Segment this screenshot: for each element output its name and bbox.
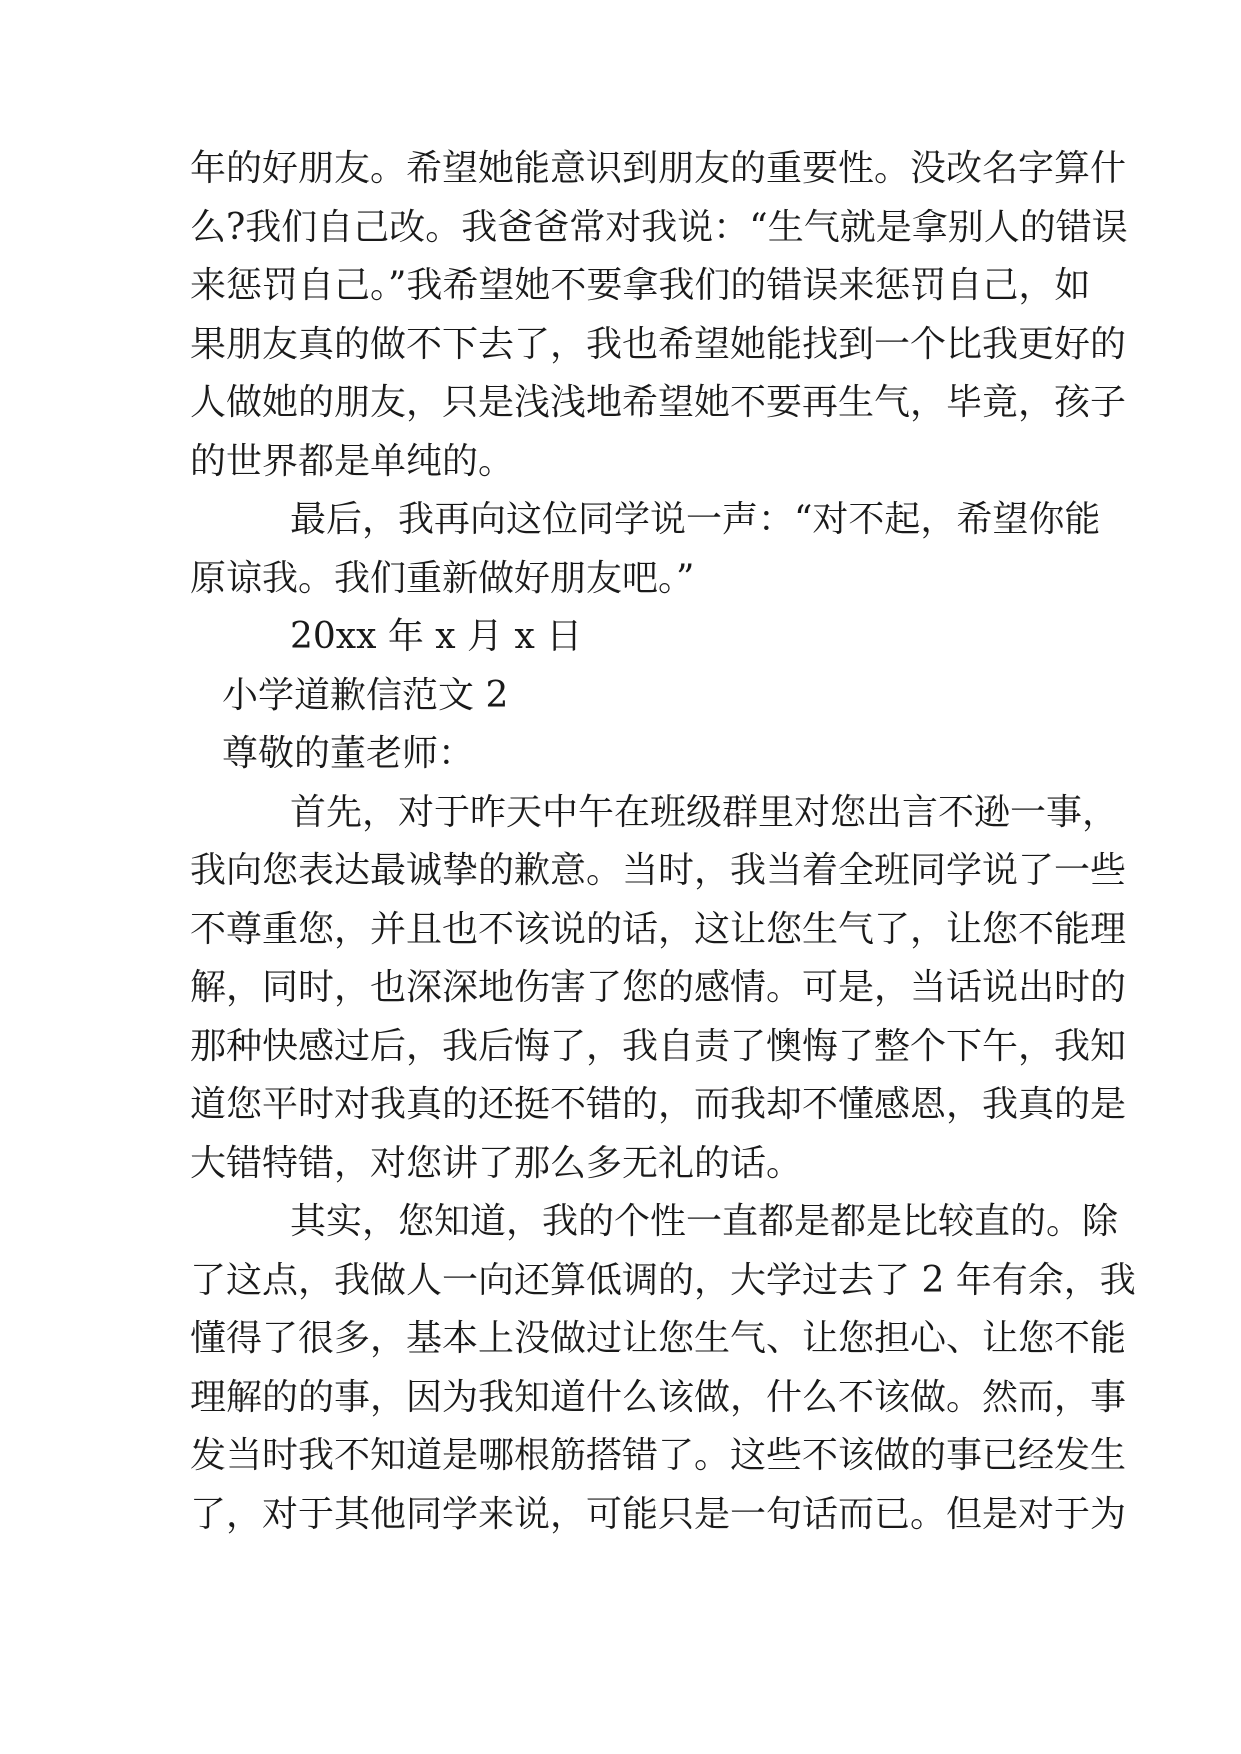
text-line: 了这点，我做人一向还算低调的，大学过去了 2 年有余，我: [190, 1259, 1136, 1301]
text-line: 不尊重您，并且也不该说的话，这让您生气了，让您不能理: [190, 908, 1127, 950]
text-line: 那种快感过后，我后悔了，我自责了懊悔了整个下午，我知: [190, 1025, 1127, 1067]
text-line: 道您平时对我真的还挺不错的，而我却不懂感恩，我真的是: [190, 1084, 1127, 1125]
salutation: 尊敬的董老师：: [222, 733, 475, 774]
text-line: 发当时我不知道是哪根筋搭错了。这些不该做的事已经发生: [190, 1435, 1127, 1476]
paragraph-first-line: 最后，我再向这位同学说一声：“对不起，希望你能: [290, 499, 1101, 540]
text-line: 来惩罚自己。”我希望她不要拿我们的错误来惩罚自己，如: [190, 265, 1091, 306]
text-line: 的世界都是单纯的。: [190, 440, 515, 482]
letter-body: [190, 140, 1136, 1544]
text-line: 果朋友真的做不下去了，我也希望她能找到一个比我更好的: [190, 323, 1127, 365]
letter-date: 20xx 年 x 月 x 日: [290, 616, 583, 657]
text-line: 解，同时，也深深地伤害了您的感情。可是，当话说出时的: [190, 967, 1127, 1008]
text-line: 人做她的朋友，只是浅浅地希望她不要再生气，毕竟，孩子: [190, 382, 1127, 423]
text-line: 理解的的事，因为我知道什么该做，什么不该做。然而，事: [190, 1376, 1127, 1418]
text-line: 原谅我。我们重新做好朋友吧。”: [190, 557, 695, 599]
text-line: 了，对于其他同学来说，可能只是一句话而已。但是对于为: [190, 1493, 1127, 1535]
paragraph-first-line: 其实，您知道，我的个性一直都是都是比较直的。除: [290, 1201, 1119, 1242]
paragraph-first-line: 首先，对于昨天中午在班级群里对您出言不逊一事，: [290, 791, 1119, 833]
text-line: 懂得了很多，基本上没做过让您生气、让您担心、让您不能: [190, 1318, 1127, 1359]
text-line: 么?我们自己改。我爸爸常对我说：“生气就是拿别人的错误: [190, 206, 1128, 248]
text-line: 大错特错，对您讲了那么多无礼的话。: [190, 1142, 803, 1184]
text-line: 年的好朋友。希望她能意识到朋友的重要性。没改名字算什: [190, 148, 1127, 189]
section-title: 小学道歉信范文 2: [222, 674, 509, 716]
text-line: 我向您表达最诚挚的歉意。当时，我当着全班同学说了一些: [190, 850, 1127, 891]
